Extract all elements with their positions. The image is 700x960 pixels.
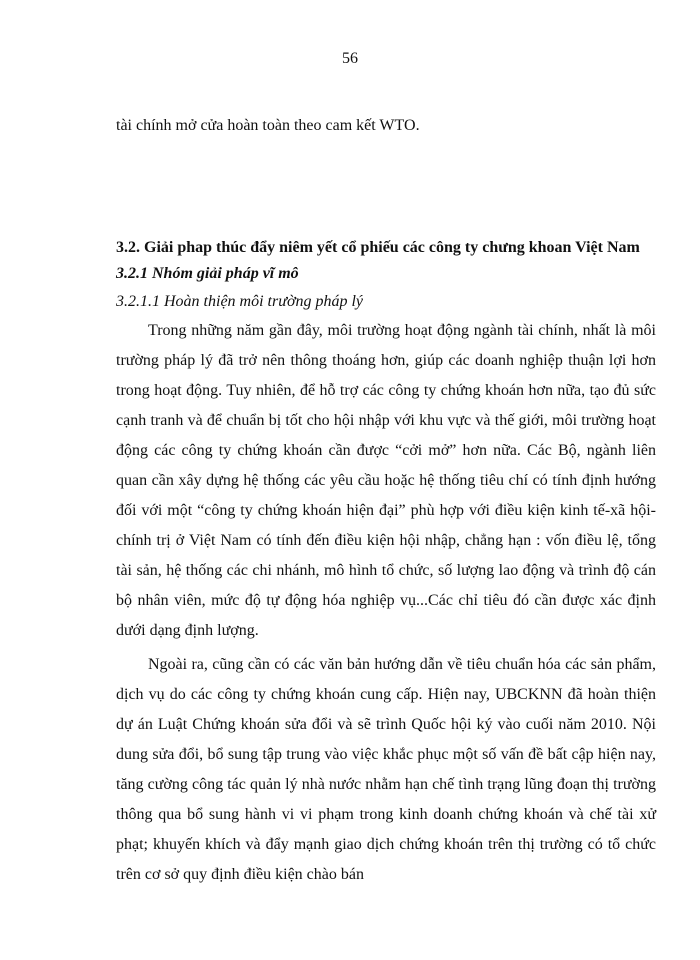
section-heading: 3.2. Giải phap thúc đẩy niêm yết cổ phiếu các công ty chưng khoan Việt Nam [116,239,640,256]
page-content [116,112,656,890]
body-paragraph: Trong những năm gần đây, môi trường hoạt động ngành tài chính, nhất là môi trường pháp lý đã trở nên thông thoáng hơn, giúp các doanh nghiệp thuận lợi hơn trong hoạt động. Tuy nhiên, để hỗ trợ các công ty chứng khoán hơn nữa, tạo đủ sức cạnh tranh và để chuẩn bị tốt cho hội nhập với khu vực và thế giới, môi trường hoạt động các công ty chứng khoán cần được “cởi mở” hơn nữa. Các Bộ, ngành liên quan cần xây dựng hệ thống các yêu cầu hoặc hệ thống tiêu chí có tính định hướng đối với một “công ty chứng khoán hiện đại” phù hợp với điều kiện kinh tế-xã hội-chính trị ở Việt Nam có tính đến điều kiện hội nhập, chẳng hạn : vốn điều lệ, tổng tài sản, hệ thống các chi nhánh, mô hình tổ chức, số lượng lao động và trình độ cán bộ nhân viên, mức độ tự động hóa nghiệp vụ...Các chỉ tiêu đó cần được xác định dưới dạng định lượng. [116,322,656,639]
carryover-text: tài chính mở cửa hoàn toàn theo cam kết WTO. [116,117,420,134]
page-number: 56 [342,50,358,67]
subsubsection-heading: 3.2.1.1 Hoàn thiện môi trường pháp lý [116,293,364,310]
subsection-heading: 3.2.1 Nhóm giải pháp vĩ mô [116,265,299,282]
body-paragraph: Ngoài ra, cũng cần có các văn bản hướng dẫn về tiêu chuẩn hóa các sản phẩm, dịch vụ do các công ty chứng khoán cung cấp. Hiện nay, UBCKNN đã hoàn thiện dự án Luật Chứng khoán sửa đổi và sẽ trình Quốc hội ký vào cuối năm 2010. Nội dung sửa đổi, bổ sung tập trung vào việc khắc phục một số vấn đề bất cập hiện nay, tăng cường công tác quản lý nhà nước nhằm hạn chế tình trạng lũng đoạn thị trường thông qua bổ sung hành vi vi phạm trong kinh doanh chứng khoán và chế tài xử phạt; khuyến khích và đẩy mạnh giao dịch chứng khoán trên thị trường có tổ chức trên cơ sở quy định điều kiện chào bán [116,656,656,883]
